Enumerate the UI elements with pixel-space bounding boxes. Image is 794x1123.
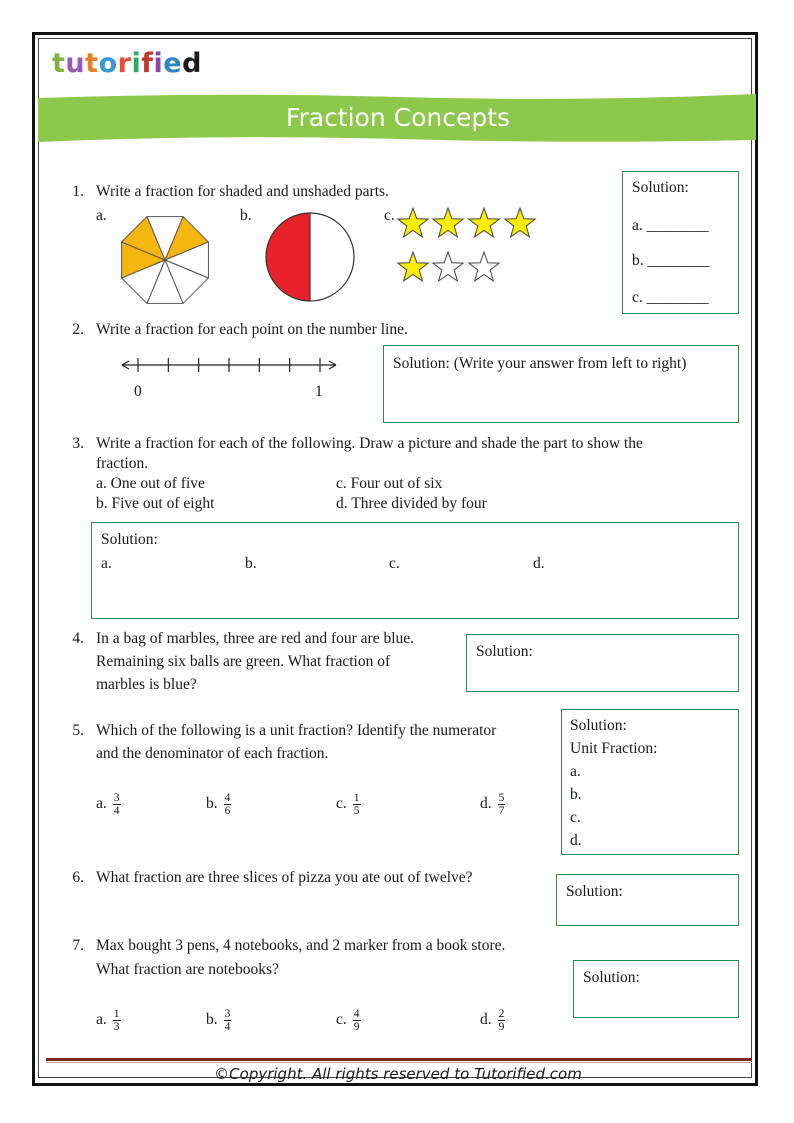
star-filled-icon <box>505 208 535 237</box>
question-text: and the denominator of each fraction. <box>96 745 329 762</box>
question-text: Remaining six balls are green. What fraction of <box>96 653 391 670</box>
star-filled-icon <box>398 252 428 281</box>
star-empty-icon <box>433 252 463 281</box>
solution-label: Solution: (Write your answer from left to right) <box>393 355 687 372</box>
footer-rule <box>46 1058 752 1061</box>
answer-line-b: b. ________ <box>632 252 710 269</box>
star-filled-icon <box>469 208 499 237</box>
solution-label: Solution: <box>476 643 533 660</box>
star-empty-icon <box>469 252 499 281</box>
question-number: 2. <box>72 321 84 338</box>
page-title: Fraction Concepts <box>285 103 511 132</box>
circle-fraction-figure <box>260 208 360 308</box>
answer-line-c: c. ________ <box>632 289 709 306</box>
question-text: What fraction are three slices of pizza you ate out of twelve? <box>96 869 473 886</box>
q6-solution-box[interactable] <box>556 874 739 926</box>
question-text: Which of the following is a unit fraction? Identify the numerator <box>96 722 497 739</box>
tutorified-logo: tutorified <box>52 48 202 79</box>
answer-label-c: c. <box>389 555 400 572</box>
solution-label: Solution: <box>570 717 627 734</box>
fraction-option-b: b. $\frac{3}{4}$ <box>206 1008 231 1033</box>
question-text: Max bought 3 pens, 4 notebooks, and 2 marker from a book store. <box>96 937 506 954</box>
option: d. Three divided by four <box>336 495 487 512</box>
answer-label-d: d. <box>570 832 582 849</box>
number-line <box>118 352 340 382</box>
question-text: Write a fraction for each of the following. Draw a picture and shade the part to show the <box>96 435 643 452</box>
fraction-option-b: b. $\frac{4}{6}$ <box>206 792 231 817</box>
q1-solution-box[interactable] <box>622 171 739 314</box>
option: c. Four out of six <box>336 475 443 492</box>
option: b. Five out of eight <box>96 495 215 512</box>
question-number: 1. <box>72 183 84 200</box>
answer-label-d: d. <box>533 555 545 572</box>
star-filled-icon <box>433 208 463 237</box>
solution-label: Solution: <box>632 179 689 196</box>
star-fraction-figure <box>394 202 544 294</box>
fraction-option-d: d. $\frac{5}{7}$ <box>480 792 505 817</box>
option-label: b. <box>240 207 252 224</box>
solution-label: Solution: <box>566 883 623 900</box>
solution-label: Solution: <box>583 969 640 986</box>
number-line-start: 0 <box>134 383 142 400</box>
fraction-option-c: c. $\frac{4}{9}$ <box>336 1008 360 1033</box>
question-text: Write a fraction for shaded and unshaded parts. <box>96 183 389 200</box>
fraction-option-a: a. $\frac{3}{4}$ <box>96 792 120 817</box>
question-text: marbles is blue? <box>96 676 197 693</box>
question-text: Write a fraction for each point on the number line. <box>96 321 408 338</box>
answer-label-a: a. <box>101 555 112 572</box>
option-label: a. <box>96 207 107 224</box>
number-line-end: 1 <box>315 383 323 400</box>
fraction-option-a: a. $\frac{1}{3}$ <box>96 1008 120 1033</box>
copyright-notice: ©Copyright. All rights reserved to Tutorified.com <box>214 1065 582 1083</box>
option-label: c. <box>384 207 395 224</box>
question-text: fraction. <box>96 455 149 472</box>
star-filled-icon <box>398 208 428 237</box>
q2-solution-box[interactable] <box>383 345 739 423</box>
unit-fraction-label: Unit Fraction: <box>570 740 658 757</box>
octagon-fraction-figure <box>115 210 215 310</box>
answer-label-c: c. <box>570 809 581 826</box>
answer-label-a: a. <box>570 763 581 780</box>
q5-solution-box[interactable] <box>561 709 739 855</box>
question-text: What fraction are notebooks? <box>96 961 279 978</box>
q7-solution-box[interactable] <box>573 960 739 1018</box>
fraction-option-d: d. $\frac{2}{9}$ <box>480 1008 505 1033</box>
question-number: 7. <box>72 937 84 954</box>
answer-label-b: b. <box>245 555 257 572</box>
question-text: In a bag of marbles, three are red and four are blue. <box>96 630 415 647</box>
fraction-option-c: c. $\frac{1}{5}$ <box>336 792 360 817</box>
footer-rule-thin <box>46 1062 752 1063</box>
answer-line-a: a. ________ <box>632 217 709 234</box>
question-number: 5. <box>72 722 84 739</box>
q4-solution-box[interactable] <box>466 634 739 692</box>
question-number: 6. <box>72 869 84 886</box>
q3-solution-box[interactable] <box>91 522 739 619</box>
option: a. One out of five <box>96 475 205 492</box>
question-number: 4. <box>72 630 84 647</box>
answer-label-b: b. <box>570 786 582 803</box>
solution-label: Solution: <box>101 531 158 548</box>
question-number: 3. <box>72 435 84 452</box>
